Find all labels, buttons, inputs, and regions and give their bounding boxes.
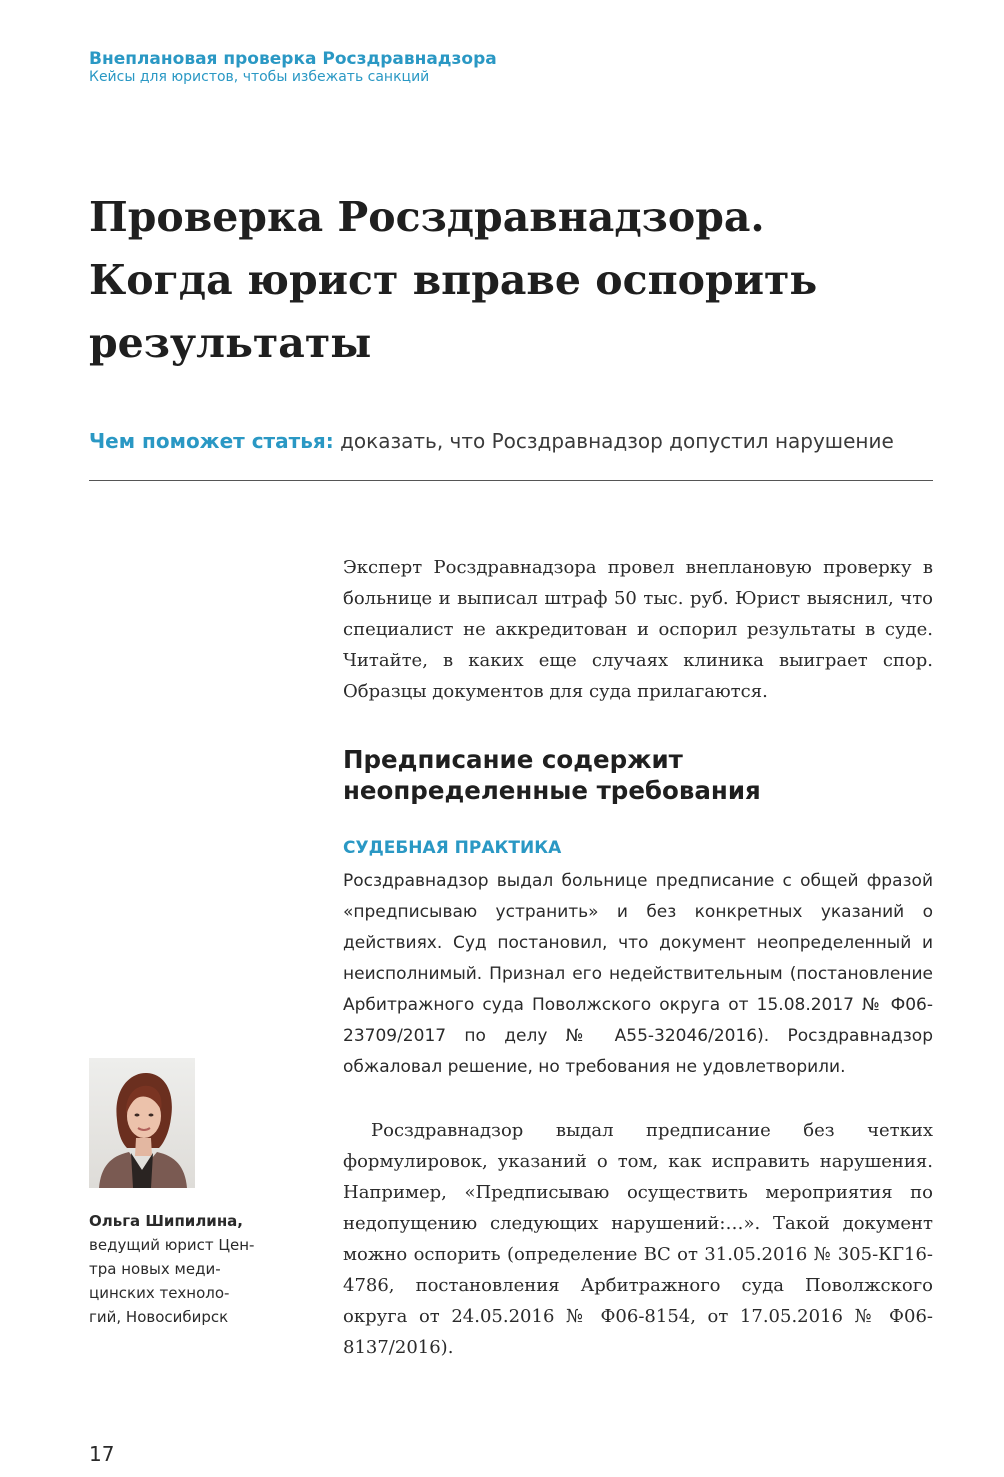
article-title-line: результаты [89,319,372,367]
case-paragraph-1: Росздравнадзор выдал больнице предписание с общей фразой «предписываю устранить» и без конкретных указаний о действиях. Суд постановил, что документ неопределенный и неисполнимый. Признал его недействительным (постановление Арбитражного суда Поволжского округа от 15.08.2017 № Ф06-23709/2017 по делу № А55-32046/2016). Росздравнадзор обжаловал решение, но требования не удовлетворили. [343,871,933,1077]
author-role-line: гий, Новосибирск [89,1308,229,1326]
author-photo [89,1058,195,1188]
running-header-subtitle: Кейсы для юристов, чтобы избежать санкций [89,69,430,85]
article-title-line: Проверка Росздравнадзора. [89,193,765,241]
page-number: 17 [89,1442,115,1466]
author-name: Ольга Шипилина, [89,1212,243,1230]
article-purpose-label: Чем поможет статья: [89,429,334,453]
author-role-line: тра новых меди- [89,1260,221,1278]
article-title [89,186,949,375]
article-lead: Эксперт Росздравнадзора провел внеплановую проверку в больнице и выписал штраф 50 тыс. руб. Юрист выяснил, что специалист не аккредитован и оспорил результаты в суде. Читайте, в каких еще случаях клиника выиграет спор. Образцы документов для суда прилагаются. [343,557,933,702]
case-paragraph-2: Росздравнадзор выдал предписание без четких формулировок, указаний о том, как исправить нарушения. Например, «Предписываю осуществить мероприятия по недопущению следующих нарушений:…». Такой документ можно оспорить (определение ВС от 31.05.2016 № 305-КГ16-4786, постановления Арбитражного суда Поволжского округа от 24.05.2016 № Ф06-8154, от 17.05.2016 № Ф06-8137/2016). [343,1120,933,1358]
running-header-title: Внеплановая проверка Росздравнадзора [89,49,497,69]
author-portrait-image [89,1058,195,1188]
practice-label: СУДЕБНАЯ ПРАКТИКА [343,838,562,858]
section-heading: Предписание содержит неопределенные требования [343,745,761,805]
divider [89,480,933,481]
author-role-line: ведущий юрист Цен- [89,1236,255,1254]
article-purpose [89,427,894,455]
article-title-line: Когда юрист вправе оспорить [89,256,818,304]
author-caption [89,1209,289,1329]
author-role-line: цинских техноло- [89,1284,230,1302]
article-purpose-text: доказать, что Росздравнадзор допустил нарушение [340,429,894,453]
